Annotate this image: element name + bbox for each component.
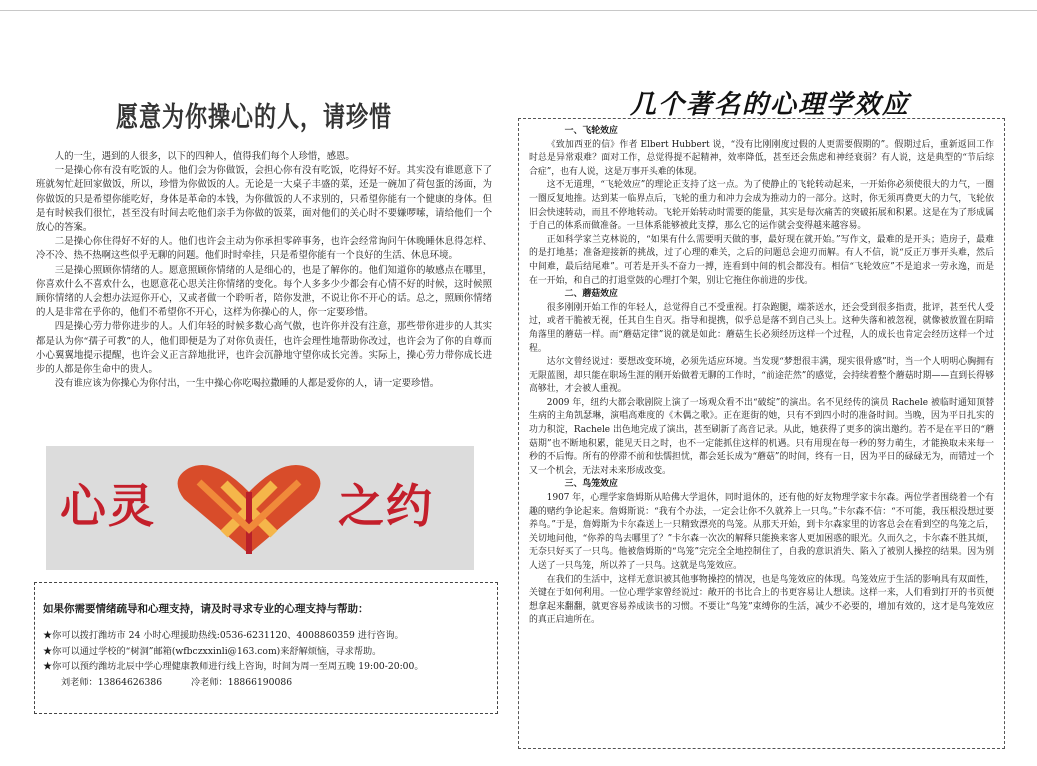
section-paragraph: 这不无道理，“飞轮效应”的理论正支持了这一点。为了使静止的飞轮转动起来，一开始你必须使很大的力气，一圈一圈反复地推。达到某一临界点后，飞轮的重力和冲力会成为推动力的一部分。这时，你无须再费更大的力气，飞轮依旧会快速转动，而且不停地转动。飞轮开始转动时需要的能量，其实是每次痛苦的突破拓展和积累。这是在为了形成属于自己的体系而做准备。一旦体系能够被此支撑，那么它的运作就会变得越来越容易。 [529,180,994,232]
banner-word-right: 之约 [338,479,434,533]
right-article-title: 几个著名的心理学效应 [629,90,910,120]
section-heading: 一、飞轮效应 [564,126,618,136]
left-article-body [36,150,492,391]
left-paragraph: 人的一生，遇到的人很多，以下的四种人，值得我们每个人珍惜，感恩。 [54,151,355,162]
section-paragraph: 达尔文曾经说过：要想改变环境，必须先适应环境。当发现“梦想很丰满，现实很骨感”时，当一个人明明心胸拥有无限蓝图，却只能在职场生涯的刚开始做着无聊的工作时，“前途茫然”的感觉，会持续着整个蘑菇时期——直到长得够高够壮，才会被人重视。 [529,357,994,395]
section-paragraph: 1907 年，心理学家詹姆斯从哈佛大学退休，同时退休的，还有他的好友物理学家卡尔森。两位学者围绕着一个有趣的赌约争论起来。詹姆斯说：“我有个办法，一定会让你不久就养上一只鸟。”卡尔森不信：“不可能，我压根没想过要养鸟。”于是，詹姆斯为卡尔森送上一只精致漂亮的鸟笼。从那天开始，到卡尔森家里的访客总会在看到空的鸟笼之后，关切地问他，“你养的鸟去哪里了？”卡尔森一次次的解释只能换来客人更加困惑的眼光。久而久之，卡尔森不胜其烦，无奈只好买了一只鸟。他被詹姆斯的“鸟笼”完完全全地控制住了，自我的意识消失、陷入了被别人操控的结果。因为别人送了一只鸟笼，所以养了一只鸟。这就是鸟笼效应。 [529,493,994,571]
banner-word-left: 心灵 [60,479,156,533]
heart-knot-icon [164,454,334,564]
xinling-banner [46,446,474,570]
help-title: 如果你需要情绪疏导和心理支持，请及时寻求专业的心理支持与帮助： [43,603,369,615]
contact-leng: 冷老师：18866190086 [190,676,293,688]
left-article-title: 愿意为你操心的人，请珍惜 [115,102,392,134]
help-mailbox: ★你可以通过学校的“树洞”邮箱(wfbczxxinli@163.com)来舒解烦恼，寻求帮助。 [43,645,382,657]
left-paragraph: 三是操心照顾你情绪的人。愿意照顾你情绪的人是细心的，也是了解你的。他们知道你的敏感点在哪里，你喜欢什么不喜欢什么，也愿意花心思关注你情绪的变化。每个人多多少少都会有心情不好的时候，这时候照顾你情绪的人会想办法逗你开心，又或者做一个聆听者，陪你发泄，不说让你不开心的话。总之，照顾你情绪的人是非常在乎你的，他们不希望你不开心，这样为你操心的人，你一定要珍惜。 [36,264,492,319]
left-paragraph: 四是操心劳力带你进步的人。人们年轻的时候多数心高气傲，也许你并没有注意，那些带你进步的人其实都是认为你“孺子可教”的人，他们即便是为了对你负责任，也许会理性地帮助你改过，也许会为了你的自尊而小心翼翼地提示提醒，也许会义正言辞地批评，也许会沉静地守望你成长完善。实际上，操心劳力带你成长进步的人都是你生命中的贵人。 [36,321,492,376]
psychology-effects-box [518,118,1005,749]
section-paragraph: 很多刚刚开始工作的年轻人，总觉得自己不受重视。打杂跑腿，端茶送水，还会受到很多指责，批评，甚至代人受过，或者干脆被无视，任其自生自灭。指导和提携，似乎总是落不到自己头上。这种失落和被忽视，就像被放置在阴暗角落里的蘑菇一样。而“蘑菇定律”说的就是如此：蘑菇生长必须经历这样一个过程，人的成长也肯定会经历这样一个过程。 [529,302,994,354]
top-divider [0,10,1037,11]
left-paragraph: 没有谁应该为你操心为你付出，一生中操心你吃喝拉撒睡的人都是爱你的人，请一定要珍惜。 [54,378,440,390]
section-paragraph: 《致加西亚的信》作者 Elbert Hubbert 说，“没有比刚刚度过假的人更需要假期的”。假期过后，重新返回工作时总是异常艰难？面对工作，总觉得提不起精神，效率降低，甚至还会焦虑和神经衰弱？有人说，这是典型的“节后综合症”，也有人说，这是万事开头难的体现。 [529,139,994,177]
section-paragraph: 2009 年，纽约大都会歌剧院上演了一场观众看不出“破绽”的演出。名不见经传的演员 Rachele 被临时通知顶替生病的主角凯瑟琳，演唱高难度的《木偶之歌》。正在逛街的她，只有不到四小时的准备时间。当晚，因为平日扎实的功力积淀，Rachele 出色地完成了演出，甚至刷新了高音记录。从此，她获得了更多的演出邀约。若不是在平日的“蘑菇期”也不断地积累，能见天日之时，也不一定能抓住这样的机遇。只有用现在每一秒的努力萌生，才能换取未来每一秒的不后悔。所有的停滞不前和怯懦担忧，都会延长成为“蘑菇”的时间，终有一日，因为平日的碌碌无为，而错过一个又一个机会，无法对未来形成改变。 [529,397,994,476]
left-paragraph: 一是操心你有没有吃饭的人。他们会为你做饭，会担心你有没有吃饭，吃得好不好。其实没有谁愿意下了班就匆忙赶回家做饭，所以，珍惜为你做饭的人。无论是一大桌子丰盛的菜，还是一碗加了荷包蛋的汤面，为你做饭的只是希望你能吃好，身体是革命的本钱，为你做饭的人不求别的，只希望你能有一个健康的身体。但是有时候我们很忙，甚至没有时间去吃他们亲手为你做的饭菜，面对他们的关心时不要嫌啰嗦，请给他们一个放心的答案。 [36,165,492,234]
help-online-consult: ★你可以预约潍坊北辰中学心理健康教师进行线上咨询，时间为周一至周五晚 19:00-20:00。 [43,661,424,672]
section-heading: 三、鸟笼效应 [564,479,618,490]
section-paragraph: 正如科学家兰克林说的，“如果有什么需要明天做的事，最好现在就开始。”写作文，最难的是开头；造房子，最难的是打地基；准备迎接新的挑战，过了心理的难关，之后的问题总会迎刃而解。有人不信，说“反正万事开头难，然后中间难，最后结尾难”。可若是开头不奋力一搏，连看到中间的机会都没有。相信“飞轮效应”不是追求一劳永逸，而是在一开始，和自己的打退堂鼓的心理打个架，别让它拖住你前进的步伐。 [529,234,994,286]
help-info-box [34,582,498,714]
left-paragraph: 二是操心你住得好不好的人。他们也许会主动为你承担零碎事务，也许会经常询问午休晚睡休息得怎样、冷不冷、热不热啊这些似乎无聊的问题。他们时时牵挂，只是希望你能有一个良好的生活、休息环境。 [36,236,492,262]
contact-liu: 刘老师：13864626386 [61,676,163,688]
section-paragraph: 在我们的生活中，这样无意识被其他事物操控的情况，也是鸟笼效应的体现。鸟笼效应于生活的影响具有双面性，关键在于如何利用。一位心理学家曾经说过：敞开的书比合上的书更容易让人想读。这样一来，人们看到打开的书页便想拿起来翻翻，就更容易养成读书的习惯。不要让“鸟笼”束缚你的生活，减少不必要的，增加有效的，这才是鸟笼效应的真正启迪所在。 [529,574,994,626]
help-hotline: ★你可以拨打潍坊市 24 小时心理援助热线:0536-6231120、4008860359 进行咨询。 [43,630,404,641]
help-contacts [61,675,489,690]
section-heading: 二、蘑菇效应 [564,289,618,300]
